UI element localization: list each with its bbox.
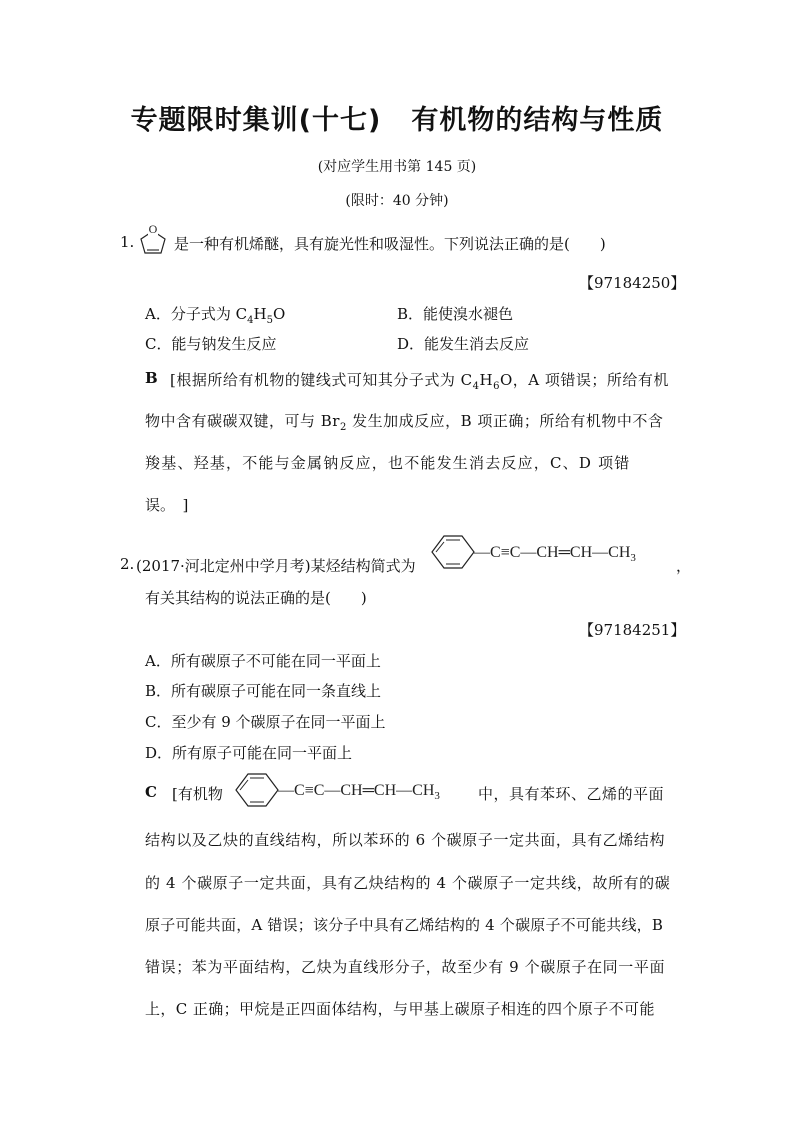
q2-option-d: D．所有原子可能在同一平面上 <box>145 744 353 762</box>
title-topic: 有机物的结构与性质 <box>411 105 664 136</box>
q1-answer: B <box>145 369 158 387</box>
q2-structure-formula-image <box>424 530 674 574</box>
q1-explanation-line-3: 羧基、羟基，不能与金属钠反应，也不能发生消去反应，C、D 项错 <box>145 454 631 472</box>
q1-stem: 是一种有机烯醚，具有旋光性和吸湿性。下列说法正确的是( ) <box>174 235 606 253</box>
q1-explanation-line-4: 误。 ] <box>145 496 189 514</box>
q1-ring-oxygen-label: O <box>148 222 158 236</box>
q2-explanation-line-5: 错误；苯为平面结构，乙炔为直线形分子，故至少有 9 个碳原子在同一平面 <box>145 958 666 976</box>
q2-option-b: B．所有碳原子可能在同一条直线上 <box>145 682 382 700</box>
time-limit: (限时：40 分钟) <box>345 193 449 209</box>
q1-question-id: 【97184250】 <box>579 274 686 292</box>
q1-furan-structure-image <box>134 222 174 258</box>
q2-question-id: 【97184251】 <box>579 621 686 639</box>
q2-explanation-structure-image <box>228 768 478 812</box>
q1-option-c: C．能与钠发生反应 <box>145 335 277 353</box>
q2-answer: C <box>145 783 157 801</box>
q1-explanation-line-2: 物中含有碳碳双键，可与 $Br_2$ 发生加成反应，B 项正确；所给有机物中不含 <box>145 412 664 433</box>
q2-stem-line-2: 有关其结构的说法正确的是( ) <box>145 589 367 607</box>
q1-explanation-line-1: [根据所给有机物的键线式可知其分子式为 $C_4H_6O$，A 项错误；所给有机 <box>170 371 669 392</box>
title-main: 专题限时集训(十七) <box>130 105 382 136</box>
page-title <box>0 98 794 137</box>
q2-formula-chain-text: $—C\equiv C—CH═CH—CH_3$ <box>474 544 636 564</box>
q1-option-d: D．能发生消去反应 <box>397 335 530 353</box>
q2-stem-comma: ， <box>676 557 692 575</box>
q1-option-a: A．分子式为 $C_4H_5O$ <box>145 305 286 326</box>
q2-option-a: A．所有碳原子不可能在同一平面上 <box>145 652 381 670</box>
q2-explanation-line-4: 原子可能共面，A 错误；该分子中具有乙烯结构的 4 个碳原子不可能共线，B <box>145 916 664 934</box>
q2-number: 2. <box>120 555 135 573</box>
q2-explanation-line-6: 上，C 正确；甲烷是正四面体结构，与甲基上碳原子相连的四个原子不可能 <box>145 1000 655 1018</box>
q2-explanation-line-1-tail: 中，具有苯环、乙烯的平面 <box>478 785 665 803</box>
q2-explanation-formula-text: $—C\equiv C—CH═CH—CH_3$ <box>278 782 440 802</box>
q2-explanation-line-2: 结构以及乙炔的直线结构，所以苯环的 6 个碳原子一定共面，具有乙烯结构 <box>145 831 666 849</box>
q2-option-c: C．至少有 9 个碳原子在同一平面上 <box>145 713 386 731</box>
q1-number: 1. <box>120 233 135 251</box>
q2-explanation-prefix: [有机物 <box>172 785 223 803</box>
q2-explanation-line-3: 的 4 个碳原子一定共面，具有乙炔结构的 4 个碳原子一定共线，故所有的碳 <box>145 874 671 892</box>
q1-option-b: B．能使溴水褪色 <box>397 305 514 323</box>
q2-stem-prefix: (2017·河北定州中学月考)某烃结构简式为 <box>136 557 416 575</box>
book-reference: (对应学生用书第 145 页) <box>317 159 477 175</box>
